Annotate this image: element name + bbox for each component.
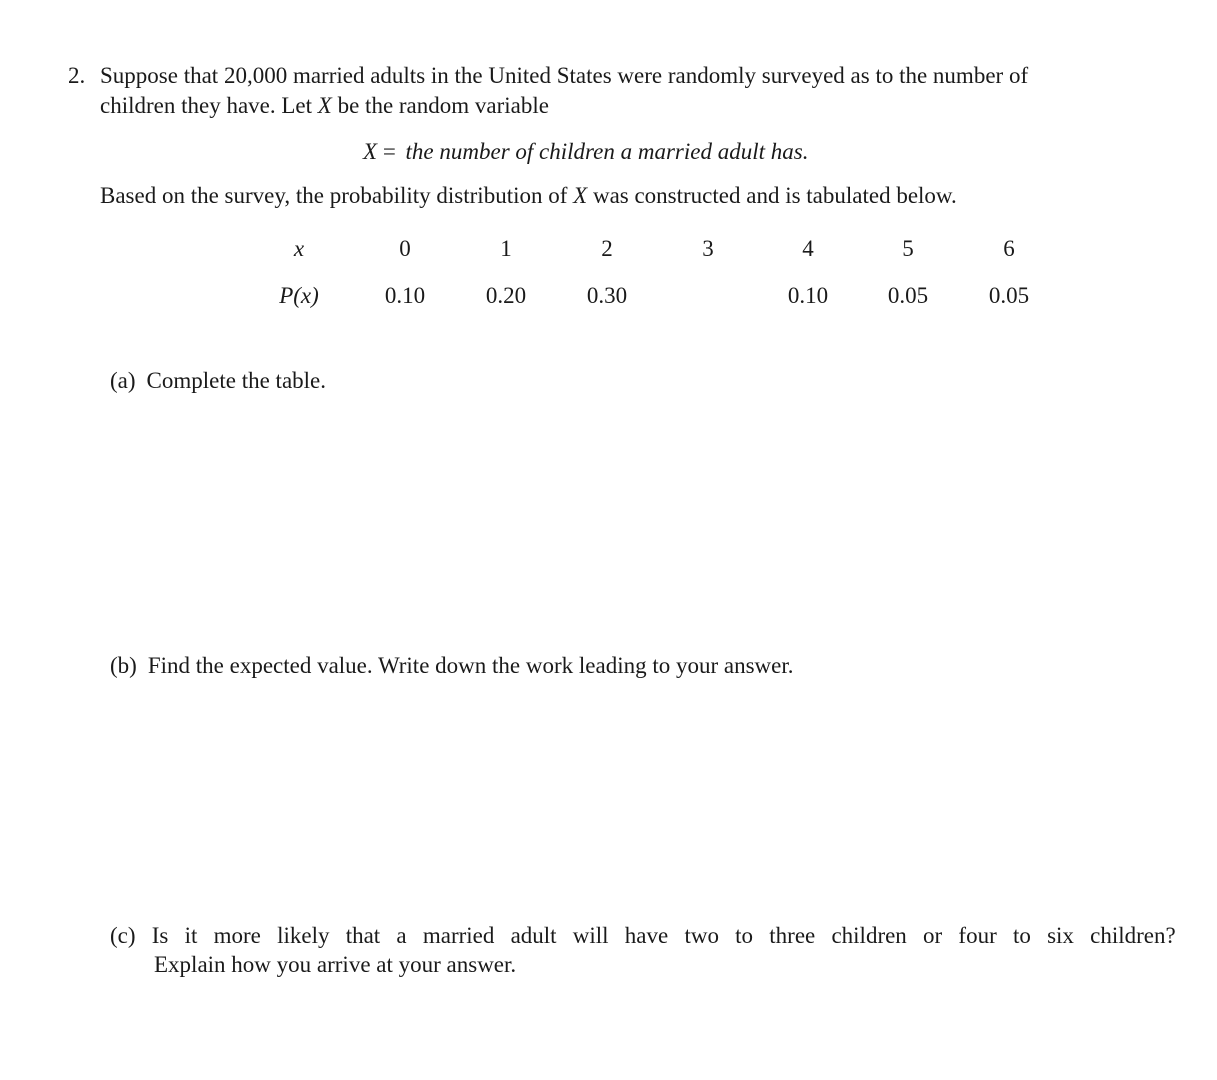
table-cell-x: 3 [702, 236, 714, 261]
part-c-line1 [110, 923, 1176, 949]
question-text-line1: Suppose that 20,000 married adults in the United States were randomly surveyed as to the number of [100, 63, 1029, 88]
table-cell-p: 0.05 [887, 283, 929, 308]
part-c-word: three [769, 923, 816, 948]
part-b-text: Find the expected value. Write down the work leading to your answer. [147, 653, 794, 678]
question-number: 2. [68, 63, 86, 88]
part-c-word: four [958, 923, 997, 948]
question-text-segment: be the random variable [331, 93, 549, 118]
table-cell-p: 0.10 [384, 283, 426, 308]
question-text-segment: children they have. Let [100, 93, 318, 118]
part-c-word: children [831, 923, 907, 948]
part-c-word: six [1047, 923, 1074, 948]
question-text-line2 [100, 93, 549, 119]
part-a-text: Complete the table. [146, 368, 327, 393]
part-c-word: a [396, 923, 407, 948]
part-c-word: likely [277, 923, 330, 948]
table-cell-p: 0.20 [485, 283, 527, 308]
variable-x: X [573, 183, 588, 208]
part-c-word: it [184, 923, 198, 948]
part-c-word: that [345, 923, 381, 948]
part-c-word: Is [151, 923, 169, 948]
part-c-word: to [1012, 923, 1031, 948]
table-cell-x: 5 [902, 236, 914, 261]
part-b-label: (b) [110, 653, 137, 678]
part-c-word: more [213, 923, 261, 948]
table-cell-x: 6 [1003, 236, 1015, 261]
table-cell-p: 0.10 [787, 283, 829, 308]
table-cell-x: 0 [399, 236, 411, 261]
table-intro [100, 183, 957, 209]
part-c-word: to [735, 923, 754, 948]
intro-text-segment: Based on the survey, the probability distribution of [100, 183, 574, 208]
part-c-word: have [624, 923, 669, 948]
part-a [110, 368, 326, 394]
variable-x: X [317, 93, 332, 118]
part-c-word: married [422, 923, 495, 948]
table-header-x: x [293, 236, 305, 261]
equals-sign: = [377, 139, 402, 164]
intro-text-segment: was constructed and is tabulated below. [587, 183, 957, 208]
table-cell-p: 0.30 [586, 283, 628, 308]
variable-definition [363, 139, 808, 165]
part-c-word: two [684, 923, 719, 948]
table-cell-p: 0.05 [988, 283, 1030, 308]
part-a-label: (a) [110, 368, 136, 393]
part-c-line2: Explain how you arrive at your answer. [154, 952, 517, 977]
table-header-px: P(x) [279, 283, 319, 308]
part-c-label: (c) [110, 923, 136, 948]
table-cell-x: 1 [500, 236, 512, 261]
part-c-word: will [572, 923, 609, 948]
part-c-word: adult [510, 923, 557, 948]
table-cell-x: 2 [601, 236, 613, 261]
definition-text: the number of children a married adult has. [405, 139, 809, 164]
part-b [110, 653, 794, 679]
part-c-word: or [923, 923, 943, 948]
variable-x: X [363, 139, 378, 164]
table-cell-x: 4 [802, 236, 814, 261]
part-c-word: children? [1090, 923, 1176, 948]
